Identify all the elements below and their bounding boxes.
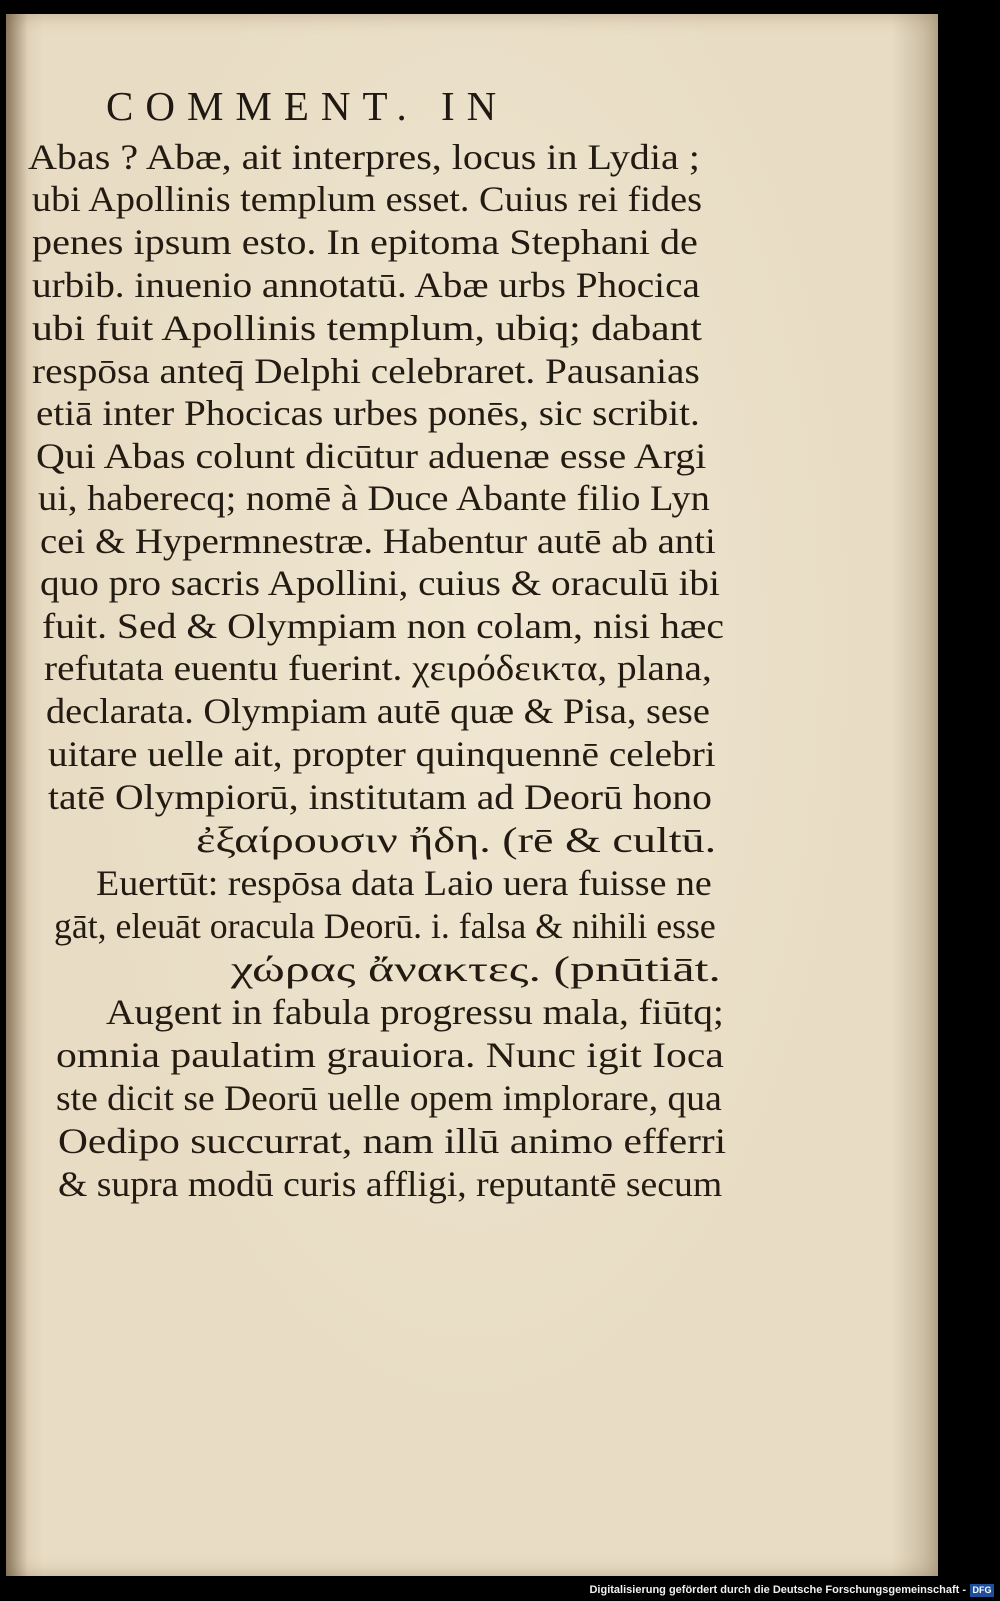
text-line: Euertūt: respōsa data Laio uera fuisse ne bbox=[96, 863, 712, 903]
book-page bbox=[6, 14, 938, 1576]
text-line: declarata. Olympiam autē quæ & Pisa, sese bbox=[46, 691, 710, 731]
text-line: gāt, eleuāt oracula Deorū. i. falsa & nihili esse bbox=[54, 906, 716, 946]
text-line: Abas ? Abæ, ait interpres, locus in Lydia ; bbox=[28, 137, 700, 177]
running-header: COMMENT. IN bbox=[106, 83, 509, 129]
text-line: ubi Apollinis templum esset. Cuius rei fides bbox=[32, 179, 702, 219]
text-line: ubi fuit Apollinis templum, ubiq; dabant bbox=[32, 308, 702, 348]
text-line: quo pro sacris Apollini, cuius & oraculū ibi bbox=[40, 563, 720, 603]
text-line: urbib. inuenio annotatū. Abæ urbs Phocica bbox=[32, 265, 700, 305]
text-line: fuit. Sed & Olympiam non colam, nisi hæc bbox=[42, 606, 724, 646]
text-line: cei & Hypermnestræ. Habentur autē ab anti bbox=[40, 521, 716, 561]
text-line: penes ipsum esto. In epitoma Stephani de bbox=[32, 222, 698, 262]
text-line: omnia paulatim grauiora. Nunc igit Ioca bbox=[56, 1035, 724, 1075]
text-block bbox=[6, 14, 938, 1576]
text-line: & supra modū curis affligi, reputantē secum bbox=[58, 1164, 723, 1204]
text-line: ἐξαίρουσιν ἤδη. (rē & cultū. bbox=[196, 820, 717, 860]
footer-bar bbox=[0, 1581, 1000, 1601]
dfg-logo: DFG bbox=[970, 1584, 994, 1597]
text-line: ste dicit se Deorū uelle opem implorare, qua bbox=[56, 1078, 722, 1118]
text-line: uitare uelle ait, propter quinquennē celebri bbox=[48, 734, 716, 774]
text-line: Augent in fabula progressu mala, fiūtq; bbox=[106, 992, 724, 1032]
text-line: χώρας ἄνακτες. (pnūtiāt. bbox=[231, 949, 721, 989]
text-line: Oedipo succurrat, nam illū animo efferri bbox=[58, 1121, 727, 1161]
text-line: ui, haberecq; nomē à Duce Abante filio Lyn bbox=[38, 478, 710, 518]
text-line: etiā inter Phocicas urbes ponēs, sic scribit. bbox=[36, 393, 700, 433]
text-line: respōsa anteq̄ Delphi celebraret. Pausanias bbox=[32, 351, 700, 391]
text-line: refutata euentu fuerint. χειρόδεικτα, plana, bbox=[44, 648, 712, 688]
text-line: tatē Olympiorū, institutam ad Deorū hono bbox=[48, 777, 712, 817]
text-line: Qui Abas colunt dicūtur aduenæ esse Argi bbox=[36, 436, 707, 476]
funding-notice: Digitalisierung gefördert durch die Deutsche Forschungsgemeinschaft - bbox=[589, 1584, 966, 1596]
